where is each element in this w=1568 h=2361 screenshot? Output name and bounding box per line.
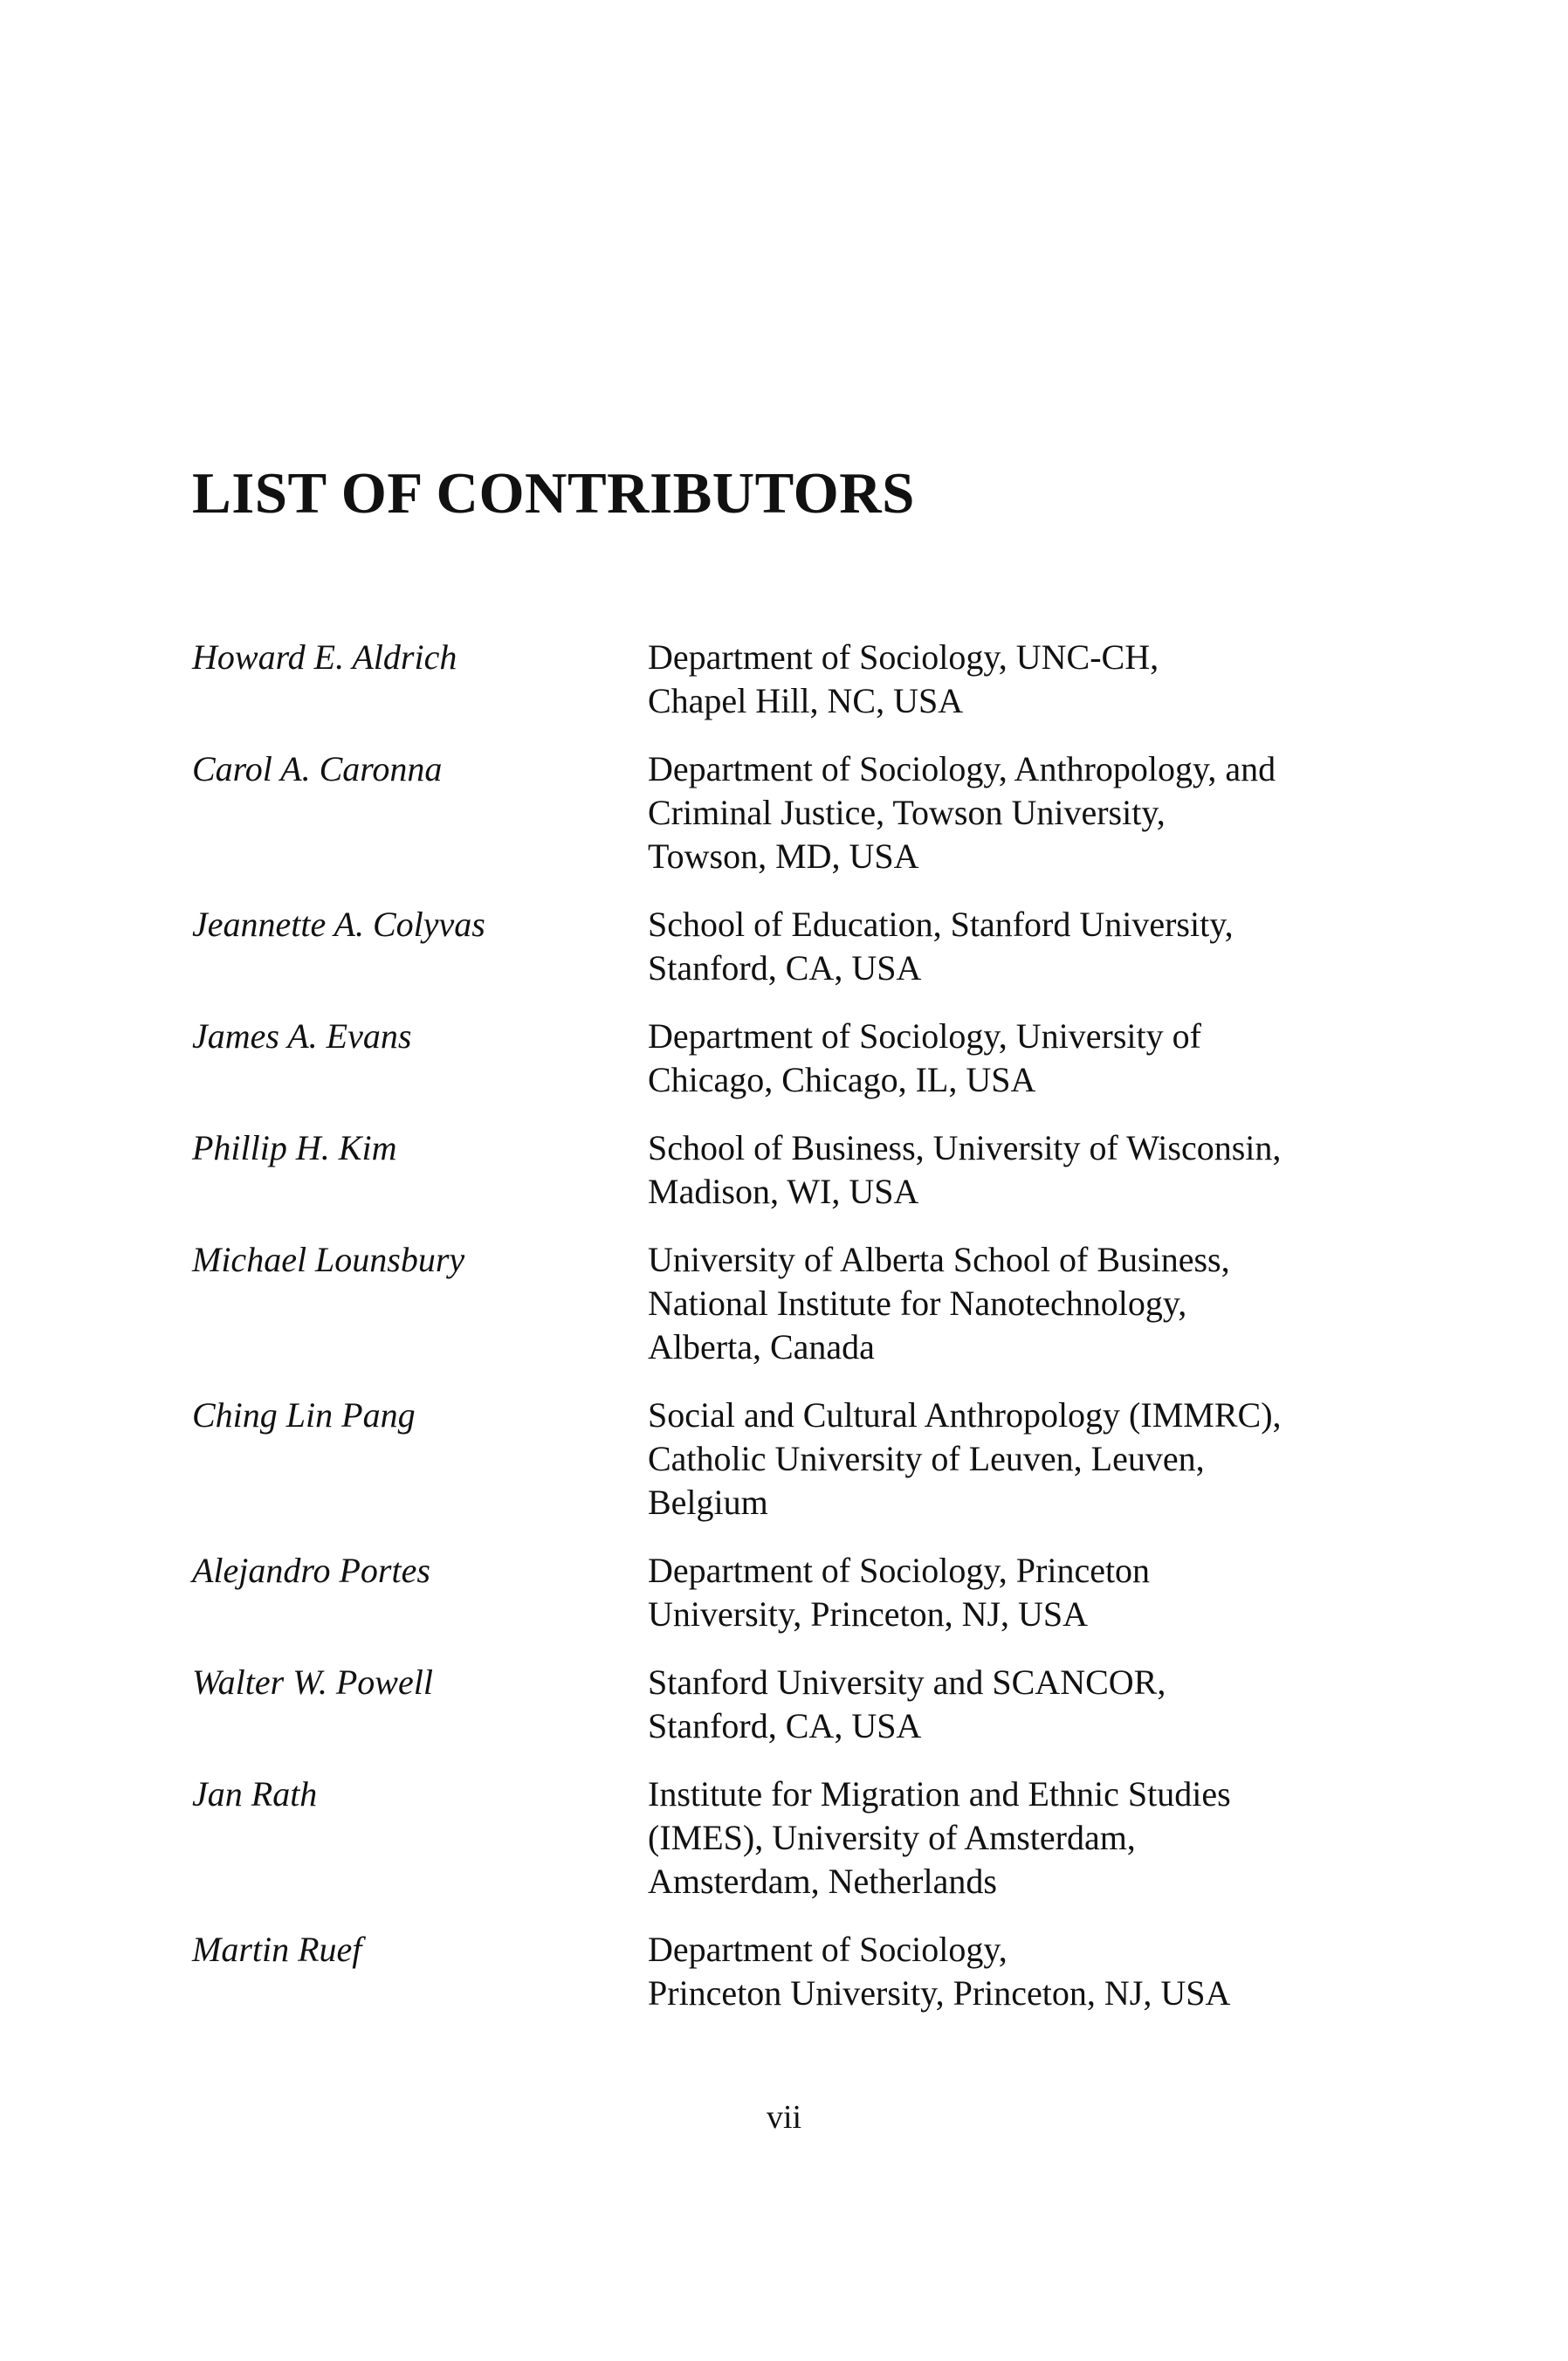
contributor-name: Ching Lin Pang — [192, 1395, 416, 1435]
affiliation-line: Amsterdam, Netherlands — [648, 1862, 997, 1901]
affiliation-line: University, Princeton, NJ, USA — [648, 1594, 1089, 1634]
contributor-affiliation — [648, 747, 1399, 878]
affiliation-line: Criminal Justice, Towson University, — [648, 793, 1166, 832]
contributor-affiliation — [648, 1661, 1399, 1748]
contributor-entry — [192, 1394, 1432, 1525]
contributor-name: Walter W. Powell — [192, 1662, 433, 1702]
contributor-name: Carol A. Caronna — [192, 749, 443, 788]
contributor-entry — [192, 1772, 1432, 1903]
contributor-name: Howard E. Aldrich — [192, 637, 457, 677]
affiliation-line: Alberta, Canada — [648, 1327, 875, 1366]
contributor-affiliation — [648, 1772, 1399, 1903]
contributor-affiliation — [648, 1238, 1399, 1369]
affiliation-line: Social and Cultural Anthropology (IMMRC), — [648, 1395, 1282, 1435]
affiliation-line: Chicago, Chicago, IL, USA — [648, 1060, 1036, 1099]
contributor-list — [192, 636, 1432, 2040]
contributor-entry — [192, 636, 1432, 723]
contributor-affiliation — [648, 1549, 1399, 1636]
affiliation-line: Stanford, CA, USA — [648, 948, 922, 988]
contributor-entry — [192, 747, 1432, 878]
contributor-entry — [192, 1238, 1432, 1369]
affiliation-line: Towson, MD, USA — [648, 836, 919, 876]
contributor-name: Alejandro Portes — [192, 1551, 430, 1590]
affiliation-line: (IMES), University of Amsterdam, — [648, 1818, 1136, 1857]
page-title: LIST OF CONTRIBUTORS — [192, 461, 915, 526]
affiliation-line: National Institute for Nanotechnology, — [648, 1284, 1187, 1323]
affiliation-line: Department of Sociology, UNC-CH, — [648, 637, 1159, 677]
affiliation-line: Stanford University and SCANCOR, — [648, 1662, 1166, 1702]
contributor-affiliation — [648, 1928, 1399, 2015]
contributor-entry — [192, 1126, 1432, 1214]
contributor-entry — [192, 1549, 1432, 1636]
contributor-affiliation — [648, 1394, 1399, 1525]
affiliation-line: Department of Sociology, Princeton — [648, 1551, 1151, 1590]
contributor-name: Phillip H. Kim — [192, 1128, 397, 1167]
contributor-name: Martin Ruef — [192, 1930, 362, 1969]
contributor-affiliation — [648, 1126, 1399, 1214]
affiliation-line: Belgium — [648, 1483, 768, 1522]
affiliation-line: Department of Sociology, — [648, 1930, 1008, 1969]
affiliation-line: Institute for Migration and Ethnic Studies — [648, 1774, 1231, 1814]
affiliation-line: Stanford, CA, USA — [648, 1706, 922, 1745]
affiliation-line: School of Education, Stanford University, — [648, 905, 1234, 944]
affiliation-line: Catholic University of Leuven, Leuven, — [648, 1439, 1205, 1478]
page-number: vii — [766, 2099, 802, 2136]
affiliation-line: School of Business, University of Wisconsin, — [648, 1128, 1282, 1167]
affiliation-line: University of Alberta School of Business, — [648, 1240, 1230, 1279]
affiliation-line: Madison, WI, USA — [648, 1172, 919, 1211]
contributor-affiliation — [648, 1015, 1399, 1102]
affiliation-line: Department of Sociology, University of — [648, 1016, 1201, 1056]
affiliation-line: Princeton University, Princeton, NJ, USA — [648, 1973, 1231, 2013]
contributor-affiliation — [648, 636, 1399, 723]
contributor-name: Jan Rath — [192, 1774, 318, 1814]
contributor-name: Jeannette A. Colyvas — [192, 905, 485, 944]
contributor-affiliation — [648, 903, 1399, 990]
affiliation-line: Department of Sociology, Anthropology, and — [648, 749, 1276, 788]
contributor-entry — [192, 1661, 1432, 1748]
contributor-entry — [192, 903, 1432, 990]
affiliation-line: Chapel Hill, NC, USA — [648, 681, 964, 720]
contributor-name: James A. Evans — [192, 1016, 412, 1056]
contributor-entry — [192, 1928, 1432, 2015]
contributor-name: Michael Lounsbury — [192, 1240, 465, 1279]
contributor-entry — [192, 1015, 1432, 1102]
